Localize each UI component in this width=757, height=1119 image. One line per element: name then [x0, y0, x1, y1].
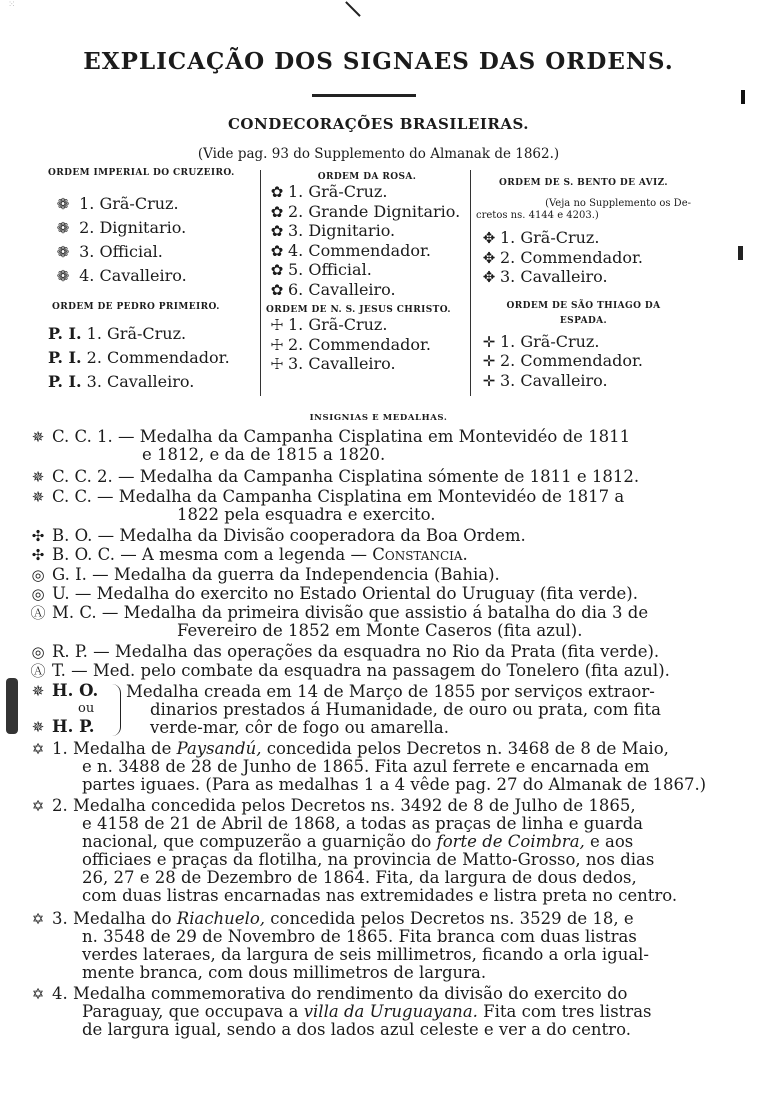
cisplatina-star-icon: ✵ — [31, 488, 45, 506]
aviz-cross-icon: ✥ — [482, 268, 496, 286]
rosa-icon: ✿ — [270, 202, 284, 221]
supplement-note: (Vide pag. 93 do Supplemento do Almanak de 1862.) — [197, 146, 560, 162]
medal-line: dinarios prestados á Humanidade, de ouro ou prata, com fita — [150, 700, 661, 719]
heading-aviz: ORDEM DE S. BENTO DE AVIZ. — [499, 178, 668, 188]
cruzeiro-star-icon: ❁ — [56, 267, 70, 285]
list-item: ✿ 1. Grã-Cruz. — [266, 182, 468, 202]
medal-line: verdes lateraes, da largura de seis millimetros, ficando a orla igual- — [82, 945, 650, 964]
christo-cross-icon: ☩ — [270, 355, 284, 373]
margin-mark-right-2 — [738, 246, 743, 260]
cruzeiro-star-icon: ❁ — [56, 219, 70, 237]
medal-line: ✡ 3. Medalha do Riachuelo, concedida pelos Decretos ns. 3529 de 18, e — [52, 910, 688, 928]
medal-line: officiaes e praças da flotilha, na provincia de Matto-Grosso, nos dias — [82, 850, 655, 869]
christo-cross-icon: ☩ — [270, 335, 284, 354]
page-edge-mark — [6, 678, 18, 734]
six-point-star-icon: ✡ — [31, 797, 45, 815]
list-item: ☩ 2. Commendador. — [266, 335, 468, 355]
medal-line: ✡ 2. Medalha concedida pelos Decretos ns. 3492 de 8 de Julho de 1865, — [52, 797, 688, 815]
medal-line: nacional, que compuzerão a guarnição do forte de Coimbra, e aos — [82, 832, 634, 851]
list-item: ✛ 2. Commendador. — [478, 351, 691, 371]
medal-line: e 1812, e da de 1815 a 1820. — [142, 445, 386, 464]
humanidade-star-icon: ✵ — [31, 718, 45, 736]
cisplatina-star-icon: ✵ — [31, 468, 45, 486]
medal-line: Medalha creada em 14 de Março de 1855 por serviços extraor- — [126, 682, 655, 701]
six-point-star-icon: ✡ — [31, 910, 45, 928]
list-item: P. I. 2. Commendador. — [48, 348, 230, 367]
medal-line: ✣ B. O. — Medalha da Divisão cooperadora da Boa Ordem. — [52, 527, 688, 545]
list-item: ❁ 3. Official. — [52, 240, 257, 264]
heading-thiago: ORDEM DE SÃO THIAGO DA — [506, 300, 661, 311]
six-point-star-icon: ✡ — [31, 985, 45, 1003]
medal-line: de largura igual, sendo a dos lados azul celeste e ver a do centro. — [82, 1020, 631, 1039]
rosa-icon: ✿ — [270, 222, 284, 240]
cruzeiro-star-icon: ❁ — [56, 243, 70, 261]
pedro-prefix: P. I. — [48, 324, 82, 343]
humanidade-label-or: ou — [78, 701, 95, 716]
list-item: ☩ 3. Cavalleiro. — [266, 354, 468, 374]
column-divider-left — [260, 170, 261, 396]
pedro-prefix: P. I. — [48, 348, 82, 367]
list-item: ✿ 4. Commendador. — [266, 241, 468, 261]
medal-line: ◎ R. P. — Medalha das operações da esquadra no Rio da Prata (fita verde). — [52, 643, 688, 661]
medal-line: ◎ U. — Medalha do exercito no Estado Oriental do Uruguay (fita verde). — [52, 585, 688, 603]
column-cruzeiro-pedro — [48, 168, 257, 394]
medal-line: mente branca, com dous millimetros de largura. — [82, 963, 487, 982]
column-divider-right — [470, 170, 471, 396]
list-item: ✛ 3. Cavalleiro. — [478, 371, 691, 391]
heading-pedro: ORDEM DE PEDRO PRIMEIRO. — [52, 302, 220, 312]
heading-christo: ORDEM DE N. S. JESUS CHRISTO. — [266, 305, 451, 315]
rosa-icon: ✿ — [270, 241, 284, 260]
medal-line: e n. 3488 de 28 de Junho de 1865. Fita azul ferrete e encarnada em — [82, 757, 650, 776]
aviz-note-line2: cretos ns. 4144 e 4203.) — [476, 210, 599, 221]
uruguay-medal-icon: ◎ — [31, 585, 45, 603]
list-item: ✥ 1. Grã-Cruz. — [478, 228, 691, 248]
medal-line: ◎ G. I. — Medalha da guerra da Independencia (Bahia). — [52, 566, 688, 584]
medal-line: partes iguaes. (Para as medalhas 1 a 4 vêde pag. 27 do Almanak de 1867.) — [82, 775, 707, 794]
christo-cross-icon: ☩ — [270, 316, 284, 334]
corner-mark-top-left: ⁙ — [8, 0, 16, 10]
list-item: ✿ 5. Official. — [266, 260, 468, 280]
cruzeiro-star-icon: ❁ — [56, 195, 70, 213]
section-insignias: INSIGNIAS E MEDALHAS. — [309, 413, 448, 423]
list-item: ❁ 2. Dignitario. — [52, 216, 257, 240]
medal-line: Paraguay, que occupava a villa da Uruguayana. Fita com tres listras — [82, 1002, 652, 1021]
humanidade-label-hp: ✵ H. P. — [52, 718, 112, 736]
boa-ordem-icon: ✣ — [31, 527, 45, 545]
medal-line: ✣ B. O. C. — A mesma com a legenda — Constancia. — [52, 546, 688, 564]
section-subtitle: CONDECORAÇÕES BRASILEIRAS. — [227, 115, 529, 133]
humanidade-label-ho: ✵ H. O. — [52, 682, 112, 700]
medal-line: com duas listras encarnadas nas extremidades e listra preta no centro. — [82, 886, 678, 905]
list-item: ✿ 2. Grande Dignitario. — [266, 202, 468, 222]
aviz-cross-icon: ✥ — [482, 229, 496, 247]
medal-line: Fevereiro de 1852 em Monte Caseros (fita azul). — [177, 621, 583, 640]
medal-line: verde-mar, côr de fogo ou amarella. — [150, 718, 449, 737]
medal-line: ✡ 1. Medalha de Paysandú, concedida pelos Decretos n. 3468 de 8 de Maio, — [52, 740, 688, 758]
list-item: ✛ 1. Grã-Cruz. — [478, 332, 691, 352]
medal-line: ✵ C. C. — Medalha da Campanha Cisplatina em Montevidéo de 1817 a — [52, 488, 688, 506]
medal-line: 26, 27 e 28 de Dezembro de 1864. Fita, da largura de dous dedos, — [82, 868, 637, 887]
margin-mark-right — [741, 90, 745, 104]
page-title: EXPLICAÇÃO DOS SIGNAES DAS ORDENS. — [83, 48, 674, 75]
rosa-icon: ✿ — [270, 280, 284, 299]
list-item: P. I. 1. Grã-Cruz. — [48, 324, 187, 343]
medal-line: Ⓐ M. C. — Medalha da primeira divisão que assistio á batalha do dia 3 de — [52, 604, 688, 622]
heading-cruzeiro: ORDEM IMPERIAL DO CRUZEIRO. — [48, 168, 235, 178]
medal-line: n. 3548 de 29 de Novembro de 1865. Fita branca com duas listras — [82, 927, 637, 946]
humanidade-brace — [112, 684, 121, 736]
independencia-medal-icon: ◎ — [31, 566, 45, 584]
list-item: ✥ 3. Cavalleiro. — [478, 267, 691, 287]
list-item: P. I. 3. Cavalleiro. — [48, 372, 195, 391]
tonelero-medal-icon: Ⓐ — [30, 662, 46, 680]
heading-thiago-cont: ESPADA. — [559, 315, 608, 326]
stroke-mark — [335, 1, 360, 26]
cisplatina-star-icon: ✵ — [31, 428, 45, 446]
medal-line: ✵ C. C. 2. — Medalha da Campanha Cisplatina sómente de 1811 e 1812. — [52, 468, 688, 486]
heading-rosa: ORDEM DA ROSA. — [317, 172, 417, 182]
thiago-sword-cross-icon: ✛ — [482, 352, 496, 370]
six-point-star-icon: ✡ — [31, 740, 45, 758]
list-item: ☩ 1. Grã-Cruz. — [266, 315, 468, 335]
rio-prata-medal-icon: ◎ — [31, 643, 45, 661]
aviz-cross-icon: ✥ — [482, 248, 496, 267]
pedro-prefix: P. I. — [48, 372, 82, 391]
rosa-icon: ✿ — [270, 183, 284, 201]
thiago-sword-cross-icon: ✛ — [482, 371, 496, 390]
list-item: ❁ 1. Grã-Cruz. — [52, 192, 257, 216]
caseros-medal-icon: Ⓐ — [30, 604, 46, 622]
list-item: ❁ 4. Cavalleiro. — [52, 264, 257, 288]
humanidade-star-icon: ✵ — [31, 682, 45, 700]
list-item: ✿ 6. Cavalleiro. — [266, 280, 468, 300]
boa-ordem-icon: ✣ — [31, 546, 45, 564]
medal-line: Ⓐ T. — Med. pelo combate da esquadra na passagem do Tonelero (fita azul). — [52, 662, 688, 680]
column-aviz-thiago — [476, 168, 691, 390]
title-rule — [312, 94, 416, 97]
column-rosa-christo — [266, 168, 468, 374]
list-item: ✿ 3. Dignitario. — [266, 221, 468, 241]
aviz-note-line1: (Veja no Supplemento os De- — [545, 198, 691, 209]
medal-line: ✡ 4. Medalha commemorativa do rendimento da divisão do exercito do — [52, 985, 688, 1003]
list-item: ✥ 2. Commendador. — [478, 248, 691, 268]
medal-line: 1822 pela esquadra e exercito. — [177, 505, 436, 524]
medal-line: e 4158 de 21 de Abril de 1868, a todas as praças de linha e guarda — [82, 814, 644, 833]
rosa-icon: ✿ — [270, 261, 284, 279]
thiago-sword-cross-icon: ✛ — [482, 332, 496, 351]
medal-line: ✵ C. C. 1. — Medalha da Campanha Cisplatina em Montevidéo de 1811 — [52, 428, 688, 446]
